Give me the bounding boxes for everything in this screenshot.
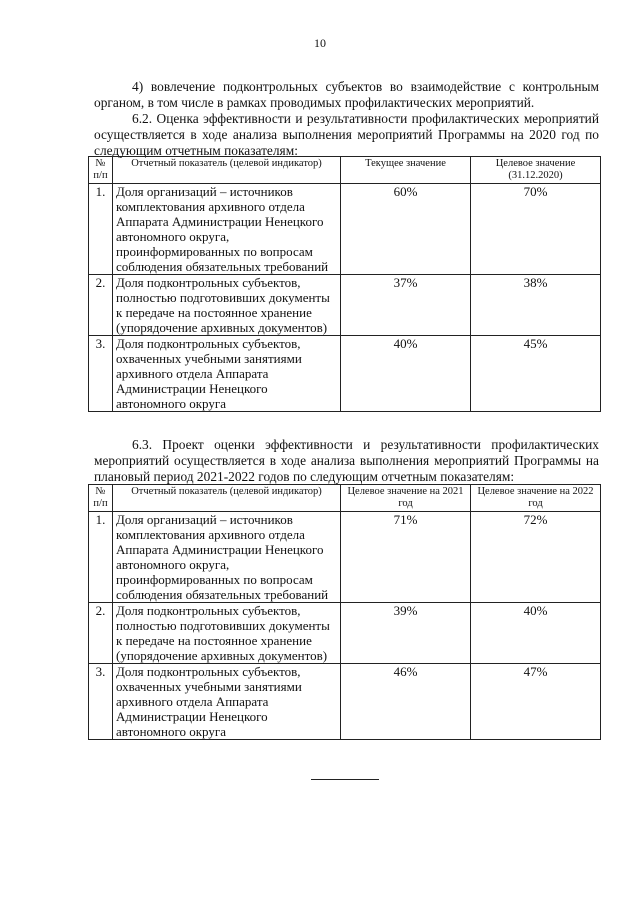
row-num: 3.	[89, 336, 113, 412]
table-row	[89, 184, 601, 275]
row-num: 2.	[89, 603, 113, 664]
row-indicator: Доля организаций – источников комплектования архивного отдела Аппарата Администрации Ненецкого автономного округа, проинформированных по вопросам соблюдения обязательных требований	[113, 184, 341, 275]
row-current-value: 40%	[341, 336, 471, 412]
table-header-row	[89, 157, 601, 184]
row-target-2021: 71%	[341, 512, 471, 603]
indicators-table-2020	[88, 156, 601, 412]
row-num: 1.	[89, 512, 113, 603]
header-target-value: Целевое значение (31.12.2020)	[471, 157, 601, 184]
table-row	[89, 512, 601, 603]
row-target-value: 70%	[471, 184, 601, 275]
header-current-value: Текущее значение	[341, 157, 471, 184]
header-indicator: Отчетный показатель (целевой индикатор)	[113, 157, 341, 184]
row-target-2022: 47%	[471, 664, 601, 740]
header-indicator: Отчетный показатель (целевой индикатор)	[113, 485, 341, 512]
row-target-value: 45%	[471, 336, 601, 412]
header-target-2022: Целевое значение на 2022 год	[471, 485, 601, 512]
paragraph-6-2: 6.2. Оценка эффективности и результативности профилактических мероприятий осуществляется в ходе анализа выполнения мероприятий Программы на 2020 год по следующим отчетным показателям:	[94, 111, 599, 159]
row-current-value: 37%	[341, 275, 471, 336]
row-num: 3.	[89, 664, 113, 740]
row-target-2021: 46%	[341, 664, 471, 740]
row-indicator: Доля организаций – источников комплектования архивного отдела Аппарата Администрации Ненецкого автономного округа, проинформированных по вопросам соблюдения обязательных требований	[113, 512, 341, 603]
row-target-2022: 40%	[471, 603, 601, 664]
page-number: 10	[314, 36, 326, 50]
header-target-2021: Целевое значение на 2021 год	[341, 485, 471, 512]
indicators-table-2021-2022	[88, 484, 601, 740]
row-indicator: Доля подконтрольных субъектов, охваченных учебными занятиями архивного отдела Аппарата Администрации Ненецкого автономного округа	[113, 336, 341, 412]
row-target-value: 38%	[471, 275, 601, 336]
row-target-2021: 39%	[341, 603, 471, 664]
row-indicator: Доля подконтрольных субъектов, охваченных учебными занятиями архивного отдела Аппарата Администрации Ненецкого автономного округа	[113, 664, 341, 740]
table-header-row	[89, 485, 601, 512]
paragraph-item-4: 4) вовлечение подконтрольных субъектов во взаимодействие с контрольным органом, в том числе в рамках проводимых профилактических мероприятий.	[94, 79, 599, 111]
row-target-2022: 72%	[471, 512, 601, 603]
table-row	[89, 664, 601, 740]
table-row	[89, 603, 601, 664]
row-num: 2.	[89, 275, 113, 336]
row-current-value: 60%	[341, 184, 471, 275]
row-indicator: Доля подконтрольных субъектов, полностью подготовивших документы к передаче на постоянное хранение (упорядочение архивных документов)	[113, 603, 341, 664]
row-num: 1.	[89, 184, 113, 275]
table-row	[89, 336, 601, 412]
row-indicator: Доля подконтрольных субъектов, полностью подготовивших документы к передаче на постоянное хранение (упорядочение архивных документов)	[113, 275, 341, 336]
header-num: № п/п	[89, 157, 113, 184]
paragraph-6-3: 6.3. Проект оценки эффективности и результативности профилактических мероприятий осуществляется в ходе анализа выполнения мероприятий Программы на плановый период 2021-2022 годов по следующим отчетным показателям:	[94, 437, 599, 485]
table-row	[89, 275, 601, 336]
end-divider-line	[311, 779, 379, 780]
header-num: № п/п	[89, 485, 113, 512]
